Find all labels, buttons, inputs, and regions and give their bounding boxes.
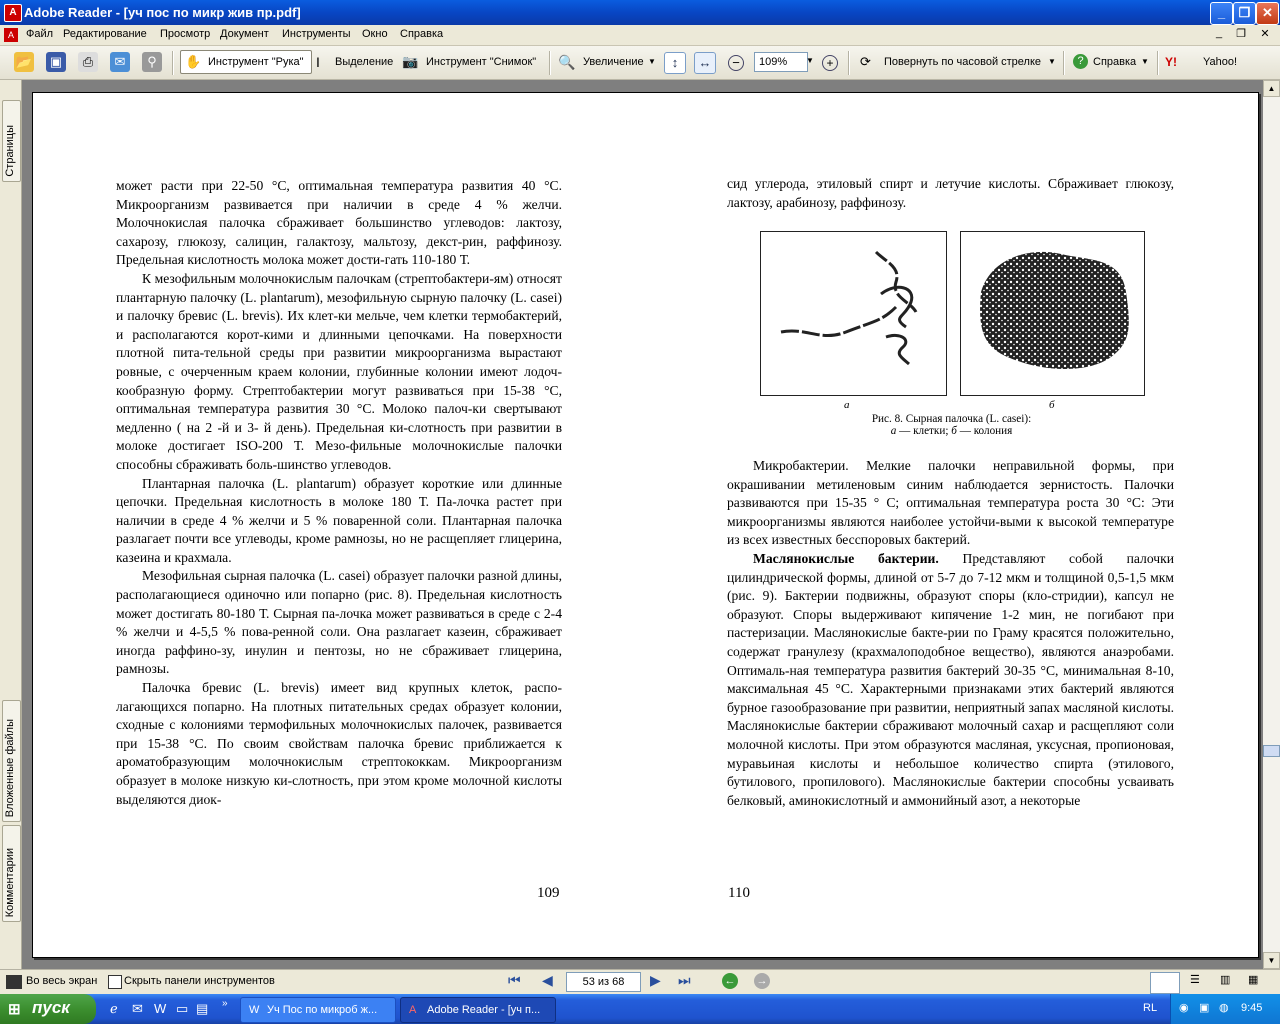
menu-tools[interactable]: Инструменты <box>282 28 351 40</box>
word-icon: W <box>249 1004 260 1016</box>
help-icon: ? <box>1073 54 1088 69</box>
yahoo-icon: Y! <box>1165 55 1177 69</box>
quicklaunch-more-icon[interactable]: » <box>222 998 228 1009</box>
start-label: пуск <box>32 998 70 1017</box>
caption-end: — колония <box>956 425 1013 437</box>
zoom-dropdown-arrow[interactable]: ▼ <box>806 56 814 65</box>
right-page-text <box>727 457 1174 810</box>
fullscreen-button[interactable]: Во весь экран <box>26 975 98 987</box>
zoom-in-icon[interactable]: + <box>822 55 838 71</box>
menu-edit[interactable]: Редактирование <box>63 28 147 40</box>
adobe-icon: A <box>409 1004 417 1016</box>
caption-line-1: Рис. 8. Сырная палочка (L. casei): <box>871 413 1032 425</box>
scroll-thumb[interactable] <box>1263 745 1280 757</box>
figure-label-b: б <box>1049 399 1055 411</box>
zoom-input[interactable]: 109% <box>754 52 808 72</box>
save-icon[interactable]: ▣ <box>46 52 66 72</box>
scroll-down-button[interactable]: ▼ <box>1263 952 1280 969</box>
page-number-input[interactable]: 53 из 68 <box>566 972 641 992</box>
tab-pages[interactable] <box>2 100 21 182</box>
open-icon[interactable]: 📂 <box>14 52 34 72</box>
right-page-top-text <box>727 175 1174 212</box>
paragraph: К мезофильным молочнокислым палочкам (стрептобактери-ям) относят плантарную палочку (L. plantarum), мезофильную сырную палочку (L. casei) и палочку бревис (L. brevis). Их клет-ки мельче, чем клетки термобактерий, и располагаются корот-кими и длинными цепочками. На поверхности плотной пита-тельной среды при развитии микроорганизма вырастают ровные, с очерченным краем колонии, глубинные колонии имеют лодоч-кообразную форму. Стрептобактерии могут развиваться при 15-38 °С, оптимальная температура развития 30 °С. Молоко палоч-ки свертывают медленно ( на 2 -й и 3- й день). Предельная ки-слотность при развитии в молоке достигает ISO-200 Т. Мезо-фильные молочнокислые палочки способны сбраживать боль-шинство углеводов. <box>116 270 562 472</box>
tray-icon-security[interactable]: ◉ <box>1179 1002 1189 1014</box>
fit-page-icon[interactable]: ↕ <box>664 52 686 74</box>
menu-help[interactable]: Справка <box>400 28 444 40</box>
chevron-down-icon: ▼ <box>1141 57 1149 66</box>
rotate-label: Повернуть по часовой стрелке <box>884 56 1042 68</box>
start-button[interactable] <box>0 994 96 1024</box>
butyric-text: Представляют собой палочки цилиндрической формы, длиной от 5-7 до 7-12 мкм и толщиной 0,5-1,5 мкм (рис. 9). Бактерии подвижны, образуют споры (кло-стридии), капсул не образуют. Споры выдерживают кипячение 1-2 мин, не погибают при пастеризации. Маслянокислые бакте-рии по Граму красятся положительно, содержат гранулезу (крахмалоподобное вещество), являются анаэробами. Оптималь-ная температура развития бактерий 30-35 °С, минимальная 8-10, максимальная 45 °С. Характерными признаками этих бактерий являются бурное газообразование при развитии, неприятный запах масляной кислоты. Маслянокислые бактерии сбраживают молочный сахар и расщепляют соли молочной кислоты. При этом образуются масляная, уксусная, пропионовая, муравьиная кислоты и небольшое количество спирта (этилового, бутилового, пропилового). Маслянокислые бактерии способны усваивать белковый, аминокислотный и аммонийный азот, а некоторые <box>727 550 1174 808</box>
minimize-button[interactable]: _ <box>1210 2 1233 25</box>
maximize-button[interactable]: ❐ <box>1233 2 1256 25</box>
zoom-icon: 🔍 <box>558 54 576 70</box>
tray-icon-volume[interactable]: ◍ <box>1219 1002 1229 1014</box>
help-label: Справка <box>1093 56 1137 68</box>
zoom-tool-button[interactable] <box>558 51 658 73</box>
doc-minimize-button[interactable]: _ <box>1215 27 1223 39</box>
caption-mid: — клетки; <box>896 425 952 437</box>
snapshot-tool-button[interactable] <box>402 51 544 73</box>
desktop-icon[interactable]: ▭ <box>176 1001 189 1016</box>
continuous-view-icon[interactable]: ☰ <box>1190 974 1200 986</box>
paragraph <box>727 550 1174 810</box>
document-icon: A <box>4 28 18 42</box>
outlook-icon[interactable]: ✉ <box>132 1001 143 1016</box>
paragraph: сид углерода, этиловый спирт и летучие кислоты. Сбраживает глюкозу, лактозу, арабинозу, раффинозу. <box>727 176 1174 210</box>
zoom-out-icon[interactable]: − <box>728 55 744 71</box>
hand-tool-button[interactable] <box>180 50 312 74</box>
explorer-icon[interactable]: ▤ <box>196 1001 209 1016</box>
windows-logo-icon: ⊞ <box>8 1001 21 1018</box>
previous-page-icon[interactable]: ◀ <box>542 972 553 988</box>
task-word-label: Уч Пос по микроб ж... <box>267 1004 378 1016</box>
tray-icon-network[interactable]: ▣ <box>1199 1002 1210 1014</box>
word-quick-icon[interactable]: W <box>154 1001 167 1016</box>
system-tray <box>1170 994 1280 1024</box>
doc-close-button[interactable]: ✕ <box>1260 28 1270 40</box>
menu-file[interactable]: Файл <box>26 28 54 40</box>
doc-restore-button[interactable]: ❐ <box>1236 28 1246 40</box>
ie-icon[interactable]: ℯ <box>110 1001 118 1016</box>
hand-icon: ✋ <box>185 54 202 69</box>
go-forward-icon[interactable]: → <box>754 973 770 989</box>
select-tool-button[interactable] <box>314 51 399 73</box>
task-word-document[interactable] <box>240 997 396 1023</box>
butyric-heading: Маслянокислые бактерии. <box>753 550 939 566</box>
clock: 9:45 <box>1241 1002 1263 1014</box>
figure-caption <box>760 413 1143 437</box>
paragraph: может расти при 22-50 °С, оптимальная температура развития 40 °С. Микроорганизм развивается при наличии в среде 4 % желчи. Молочнокислая палочка сбраживает большинство углеводов: лактозу, сахарозу, глюкозу, салицин, галактозу, мальтозу, декст-рин, раффинозу. Предельная кислотность молока может дости-гать 110-180 Т. <box>116 178 562 268</box>
select-tool-label: Выделение <box>335 56 394 68</box>
paragraph: Мезофильная сырная палочка (L. casei) образует палочки разной длины, располагающиеся одиночно или попарно (рис. 8). Предельная кислотность может достигать 80-180 Т. Сырная па-лочка может развиваться в среде с 2-4 % желчи и 4-5,5 % пова-ренной соли. Она разлагает казеин, сбраживает иногда раффино-зу, инулин и пентозы, но не сбраживает глицерина, рамнозы. <box>116 568 562 677</box>
task-adobe-reader[interactable] <box>400 997 556 1023</box>
tab-pages-label: Страницы <box>4 125 16 177</box>
adobe-reader-icon: A <box>4 4 22 22</box>
menu-document[interactable]: Документ <box>220 28 269 40</box>
page-number-left: 109 <box>537 885 560 901</box>
menu-bar <box>0 25 1280 46</box>
last-page-icon[interactable]: ⏭ <box>678 972 691 988</box>
toolbar <box>0 46 1280 80</box>
single-page-view-icon[interactable] <box>1150 972 1180 994</box>
paragraph: Микробактерии. Мелкие палочки неправильной формы, при окрашивании метиленовым синим наблюдается зернистость. Палочки развиваются при 15-35 ° С; оптимальная температура роста 30 °С: Эти микроорганизмы являются наиболее устойчи-выми к высокой температуре из всех известных бесспоровых бактерий. <box>727 458 1174 548</box>
camera-icon: 📷 <box>402 54 419 69</box>
taskbar <box>0 994 1280 1024</box>
colony-illustration <box>961 232 1144 395</box>
caption-b: б <box>951 425 957 437</box>
figure-colony-panel <box>960 231 1145 396</box>
close-button[interactable]: ✕ <box>1256 2 1279 25</box>
figure-label-a: а <box>844 399 850 411</box>
tab-comments-label: Комментарии <box>4 847 16 917</box>
caption-a: а <box>890 425 897 437</box>
language-indicator[interactable]: RL <box>1143 1002 1158 1014</box>
figure-cells-panel <box>760 231 947 396</box>
tab-attachments-label: Вложенные файлы <box>4 718 16 817</box>
print-icon[interactable]: ⎙ <box>78 52 98 72</box>
fullscreen-icon <box>6 975 22 989</box>
pdf-page-spread <box>32 92 1259 958</box>
snapshot-tool-label: Инструмент "Снимок" <box>426 56 537 68</box>
hide-toolbars-icon <box>108 975 122 989</box>
caption-line-2 <box>760 425 1143 437</box>
rotate-icon: ⟳ <box>860 54 871 69</box>
title-bar <box>0 0 1280 25</box>
fit-width-icon[interactable]: ↔ <box>694 52 716 74</box>
email-icon[interactable]: ✉ <box>110 52 130 72</box>
first-page-icon[interactable]: ⏮ <box>508 972 521 988</box>
go-back-icon[interactable]: ← <box>722 973 738 989</box>
hand-tool-label: Инструмент "Рука" <box>208 56 304 68</box>
tab-attachments[interactable] <box>2 700 21 822</box>
paragraph: Палочка бревис (L. brevis) имеет вид крупных клеток, распо-лагающихся попарно. На плотных питательных средах образует колонии, сходные с колониями термофильных молочнокислых палочек, развивается при 15-38 °С. По своим свойствам палочка бревис приближается к ароматобразующим молочнокислым стрептококкам. Микроорганизм образует в молоке низкую ки-слотность, при этом кроме молочной кислоты выделяются диок- <box>116 680 562 807</box>
cells-illustration <box>761 232 946 395</box>
left-page-text <box>116 177 562 809</box>
chevron-down-icon: ▼ <box>648 57 656 66</box>
text-cursor-icon: I <box>316 54 320 70</box>
page-number-right: 110 <box>728 885 750 901</box>
window-title: Adobe Reader - [уч пос по микр жив пр.pdf] <box>24 5 301 20</box>
facing-view-icon[interactable]: ▥ <box>1220 974 1231 986</box>
navigation-panel <box>0 80 22 969</box>
next-page-icon[interactable]: ▶ <box>650 972 661 988</box>
vertical-scrollbar[interactable] <box>1263 80 1280 969</box>
menu-window[interactable]: Окно <box>362 28 388 40</box>
scroll-up-button[interactable]: ▲ <box>1263 80 1280 97</box>
task-adobe-label: Adobe Reader - [уч п... <box>427 1004 541 1016</box>
paragraph: Плантарная палочка (L. plantarum) образует короткие или длинные цепочки. Предельная кислотность в молоке 180 Т. Па-лочка растет при наличии в среде 4 % желчи и 5 % поваренной соли. Плантарная палочка разлагает почти все углеводы, кроме рамнозы, но не расщепляет глицерина, казеина и крахмала. <box>116 475 562 565</box>
menu-view[interactable]: Просмотр <box>160 28 211 40</box>
tab-comments[interactable] <box>2 825 21 922</box>
yahoo-label: Yahoo! <box>1203 56 1238 68</box>
continuous-facing-view-icon[interactable]: ▦ <box>1248 974 1259 986</box>
zoom-label: Увеличение <box>583 56 644 68</box>
chevron-down-icon: ▼ <box>1048 57 1056 66</box>
hide-toolbars-button[interactable]: Скрыть панели инструментов <box>124 975 275 987</box>
search-icon[interactable]: ⚲ <box>142 52 162 72</box>
